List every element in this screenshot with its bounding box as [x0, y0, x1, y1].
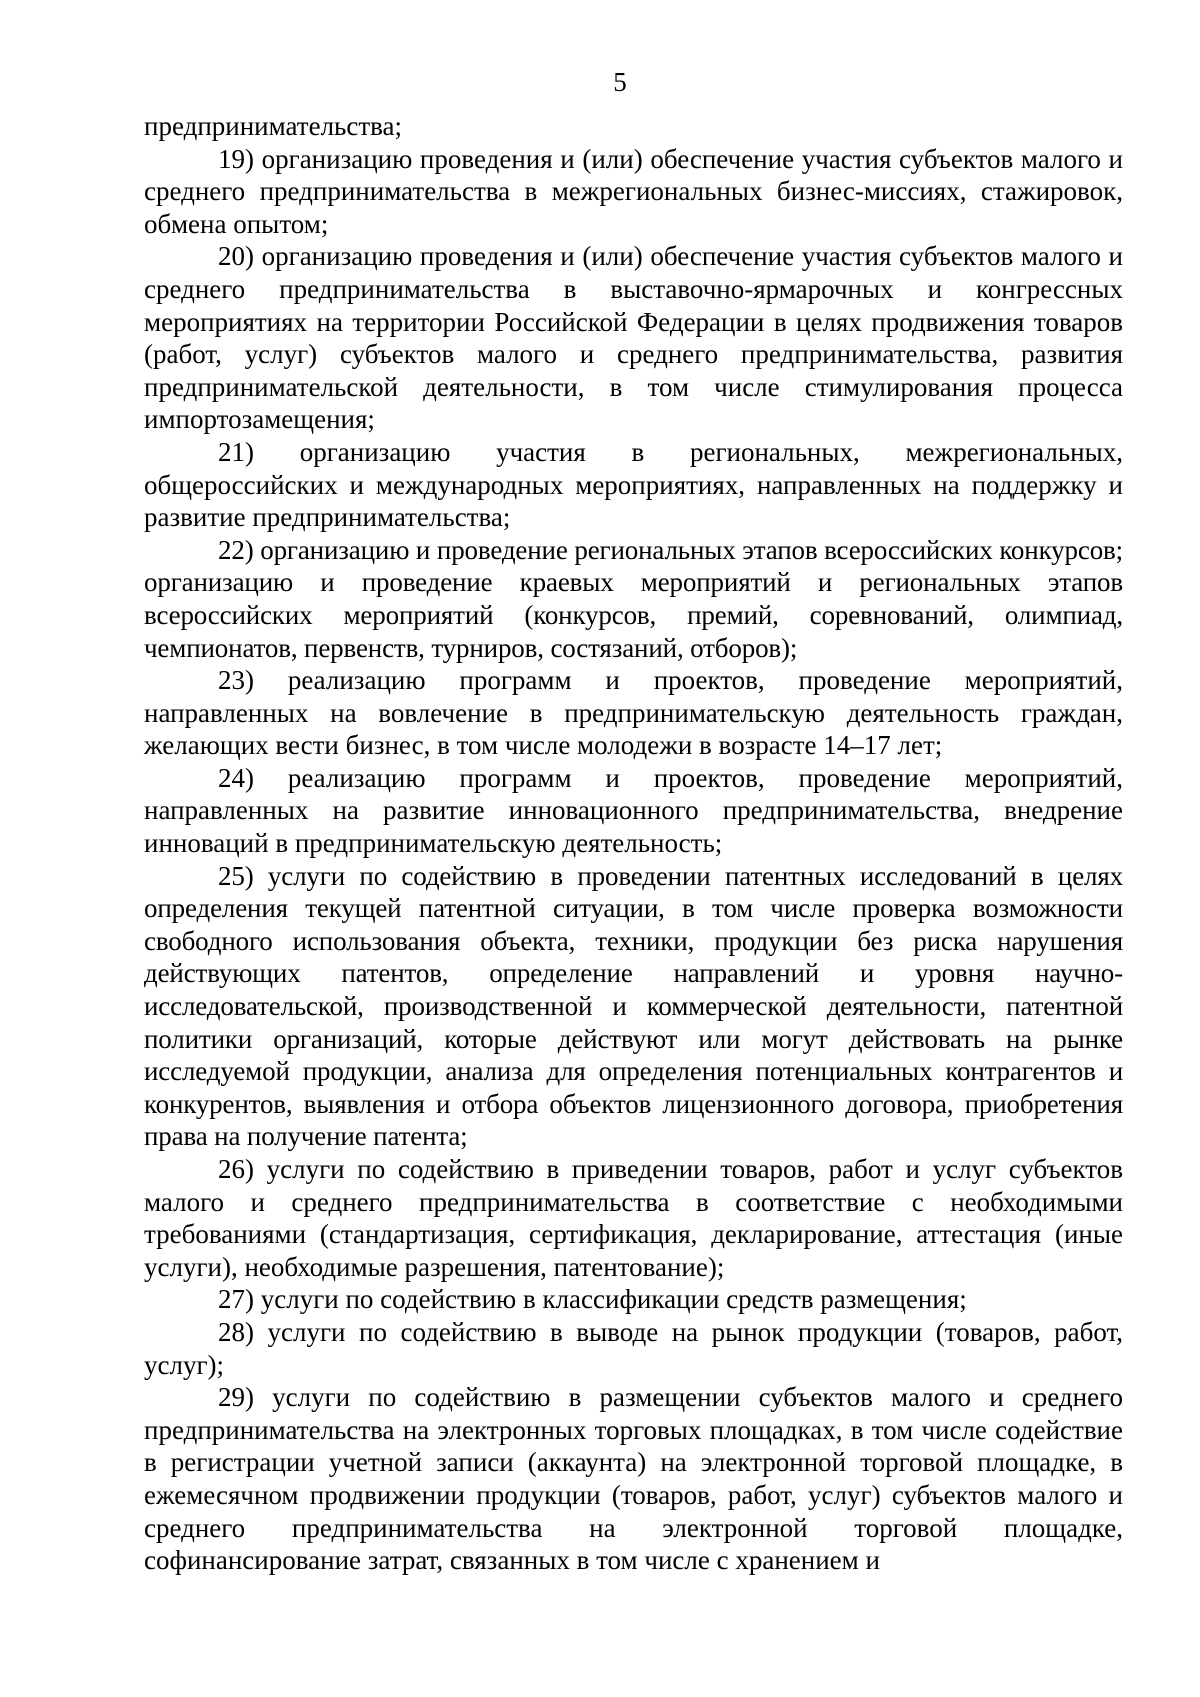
list-item-28: 28) услуги по содействию в выводе на рынок продукции (товаров, работ, услуг);	[144, 1316, 1123, 1380]
list-item-21: 21) организацию участия в региональных, межрегиональных, общероссийских и международных мероприятиях, направленных на поддержку и развитие предпринимательства;	[144, 436, 1123, 533]
list-item-24: 24) реализацию программ и проектов, проведение мероприятий, направленных на развитие инновационного предпринимательства, внедрение инноваций в предпринимательскую деятельность;	[144, 762, 1123, 859]
page-number: 5	[613, 67, 627, 97]
list-item-19: 19) организацию проведения и (или) обеспечение участия субъектов малого и среднего предпринимательства в межрегиональных бизнес-миссиях, стажировок, обмена опытом;	[144, 143, 1123, 239]
list-item-22: 22) организацию и проведение региональных этапов всероссийских конкурсов; организацию и проведение краевых мероприятий и региональных этапов всероссийских мероприятий (конкурсов, премий, соревнований, олимпиад, чемпионатов, первенств, турниров, состязаний, отборов);	[144, 534, 1123, 663]
list-item-25: 25) услуги по содействию в проведении патентных исследований в целях определения текущей патентной ситуации, в том числе проверка возможности свободного использования объекта, техники, продукции без риска нарушения действующих патентов, определение направлений и уровня научно-исследовательской, производственной и коммерческой деятельности, патентной политики организаций, которые действуют или могут действовать на рынке исследуемой продукции, анализа для определения потенциальных контрагентов и конкурентов, выявления и отбора объектов лицензионного договора, приобретения права на получение патента;	[144, 860, 1123, 1152]
list-item-27: 27) услуги по содействию в классификации средств размещения;	[218, 1284, 967, 1315]
document-body	[144, 110, 1123, 1577]
list-item-23: 23) реализацию программ и проектов, проведение мероприятий, направленных на вовлечение в предпринимательскую деятельность граждан, желающих вести бизнес, в том числе молодежи в возрасте 14–17 лет;	[144, 665, 1123, 761]
list-item-29: 29) услуги по содействию в размещении субъектов малого и среднего предпринимательства на электронных торговых площадках, в том числе содействие в регистрации учетной записи (аккаунта) на электронной торговой площадке, в ежемесячном продвижении продукции (товаров, работ, услуг) субъектов малого и среднего предпринимательства на электронной торговой площадке, софинансирование затрат, связанных в том числе с хранением и	[144, 1382, 1123, 1576]
list-item-20: 20) организацию проведения и (или) обеспечение участия субъектов малого и среднего предпринимательства в выставочно-ярмарочных и конгрессных мероприятиях на территории Российской Федерации в целях продвижения товаров (работ, услуг) субъектов малого и среднего предпринимательства, развития предпринимательской деятельности, в том числе стимулирования процесса импортозамещения;	[144, 241, 1123, 435]
paragraph-continuation: предпринимательства;	[144, 111, 403, 141]
list-item-26: 26) услуги по содействию в приведении товаров, работ и услуг субъектов малого и среднего предпринимательства в соответствие с необходимыми требованиями (стандартизация, сертификация, декларирование, аттестация (иные услуги), необходимые разрешения, патентование);	[144, 1154, 1123, 1282]
